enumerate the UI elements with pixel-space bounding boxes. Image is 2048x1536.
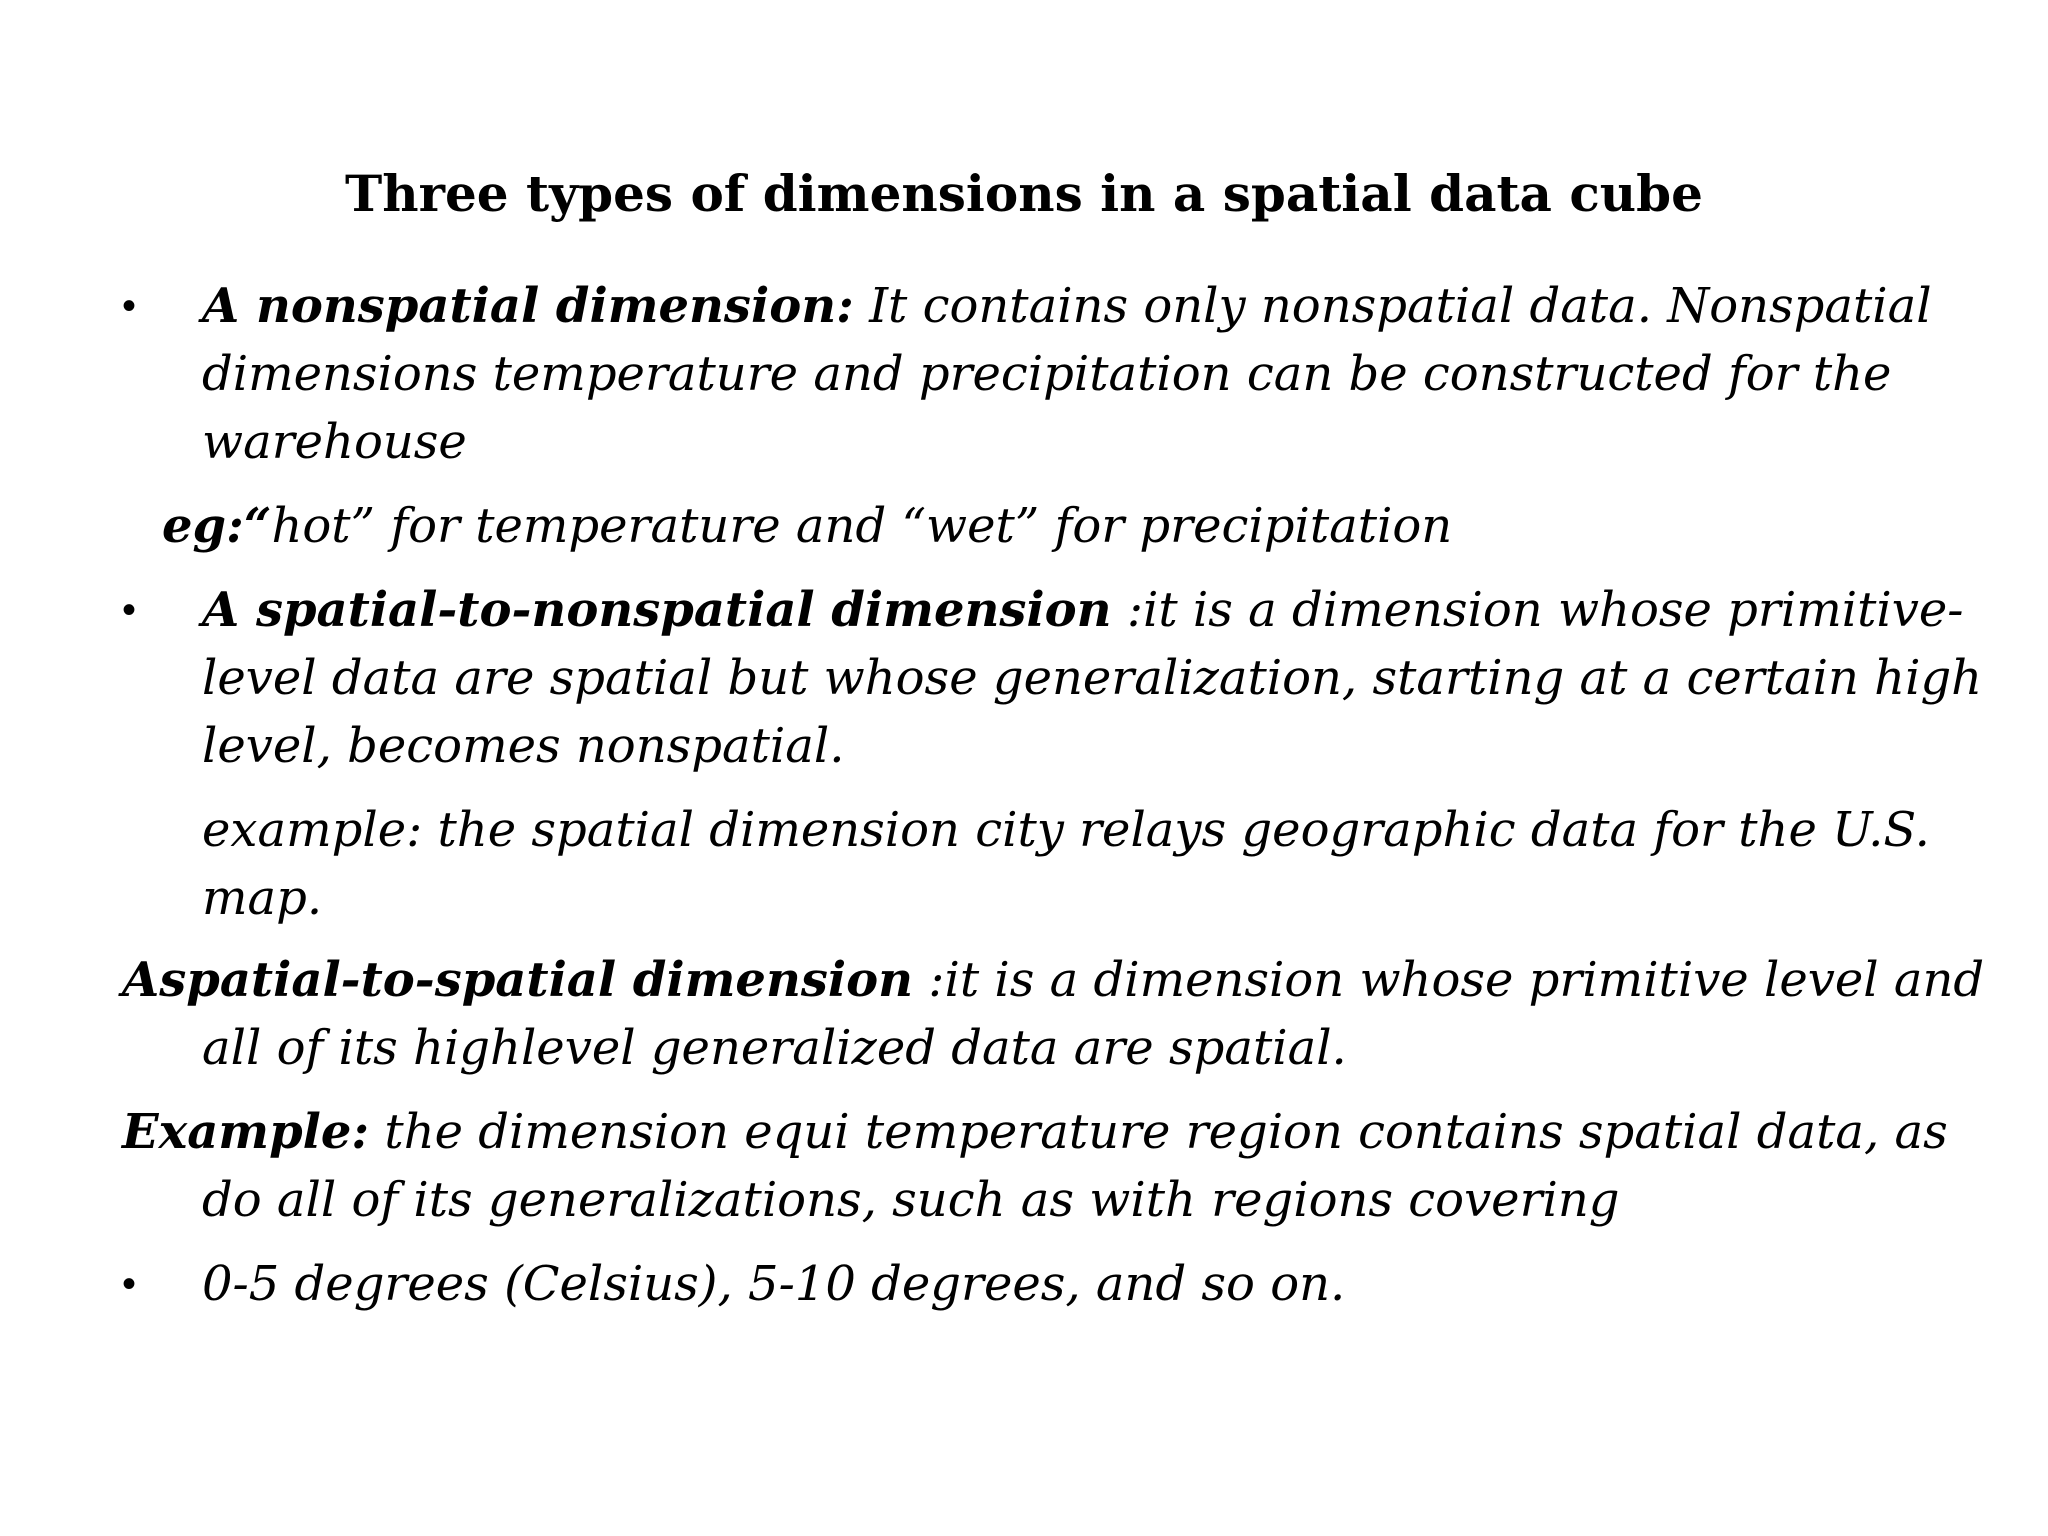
example-2-line-2: map. xyxy=(202,870,323,926)
para-4-term: Example: xyxy=(122,1104,370,1160)
bullet-1-term: A nonspatial dimension: xyxy=(202,278,854,334)
eg-text: hot” for temperature and “wet” for precipitation xyxy=(271,498,1453,554)
para-3-line-2: all of its highlevel generalized data are spatial. xyxy=(202,1020,1347,1076)
bullet-1-marker: • xyxy=(122,284,137,328)
para-4-text-1: the dimension equi temperature region contains spatial data, as xyxy=(369,1104,1948,1160)
example-2-line-1: example: the spatial dimension city relays geographic data for the U.S. xyxy=(202,802,1930,858)
para-3-term: Aspatial-to-spatial dimension xyxy=(122,952,914,1008)
slide-title: Three types of dimensions in a spatial data cube xyxy=(345,164,1703,223)
para-3-line-1 xyxy=(122,946,1984,1014)
bullet-2-line-2: level data are spatial but whose generalization, starting at a certain high xyxy=(202,650,1983,706)
bullet-5-marker: • xyxy=(122,1262,137,1306)
para-3-text-1: :it is a dimension whose primitive level and xyxy=(913,952,1985,1008)
para-4-line-2: do all of its generalizations, such as with regions covering xyxy=(202,1172,1620,1228)
bullet-1-line-1 xyxy=(202,272,1932,340)
bullet-1-line-2: dimensions temperature and precipitation can be constructed for the xyxy=(202,346,1892,402)
eg-line xyxy=(162,492,1452,560)
bullet-2-line-1 xyxy=(202,576,1963,644)
eg-term: eg:“ xyxy=(162,498,272,554)
bullet-2-line-3: level, becomes nonspatial. xyxy=(202,718,845,774)
bullet-2-text-1: :it is a dimension whose primitive- xyxy=(1111,582,1964,638)
bullet-1-text-1: It contains only nonspatial data. Nonspatial xyxy=(853,278,1932,334)
bullet-5-line-1: 0-5 degrees (Celsius), 5-10 degrees, and so on. xyxy=(202,1256,1346,1312)
bullet-2-marker: • xyxy=(122,588,137,632)
para-4-line-1 xyxy=(122,1098,1948,1166)
bullet-1-line-3: warehouse xyxy=(202,414,467,470)
bullet-2-term: A spatial-to-nonspatial dimension xyxy=(202,582,1112,638)
